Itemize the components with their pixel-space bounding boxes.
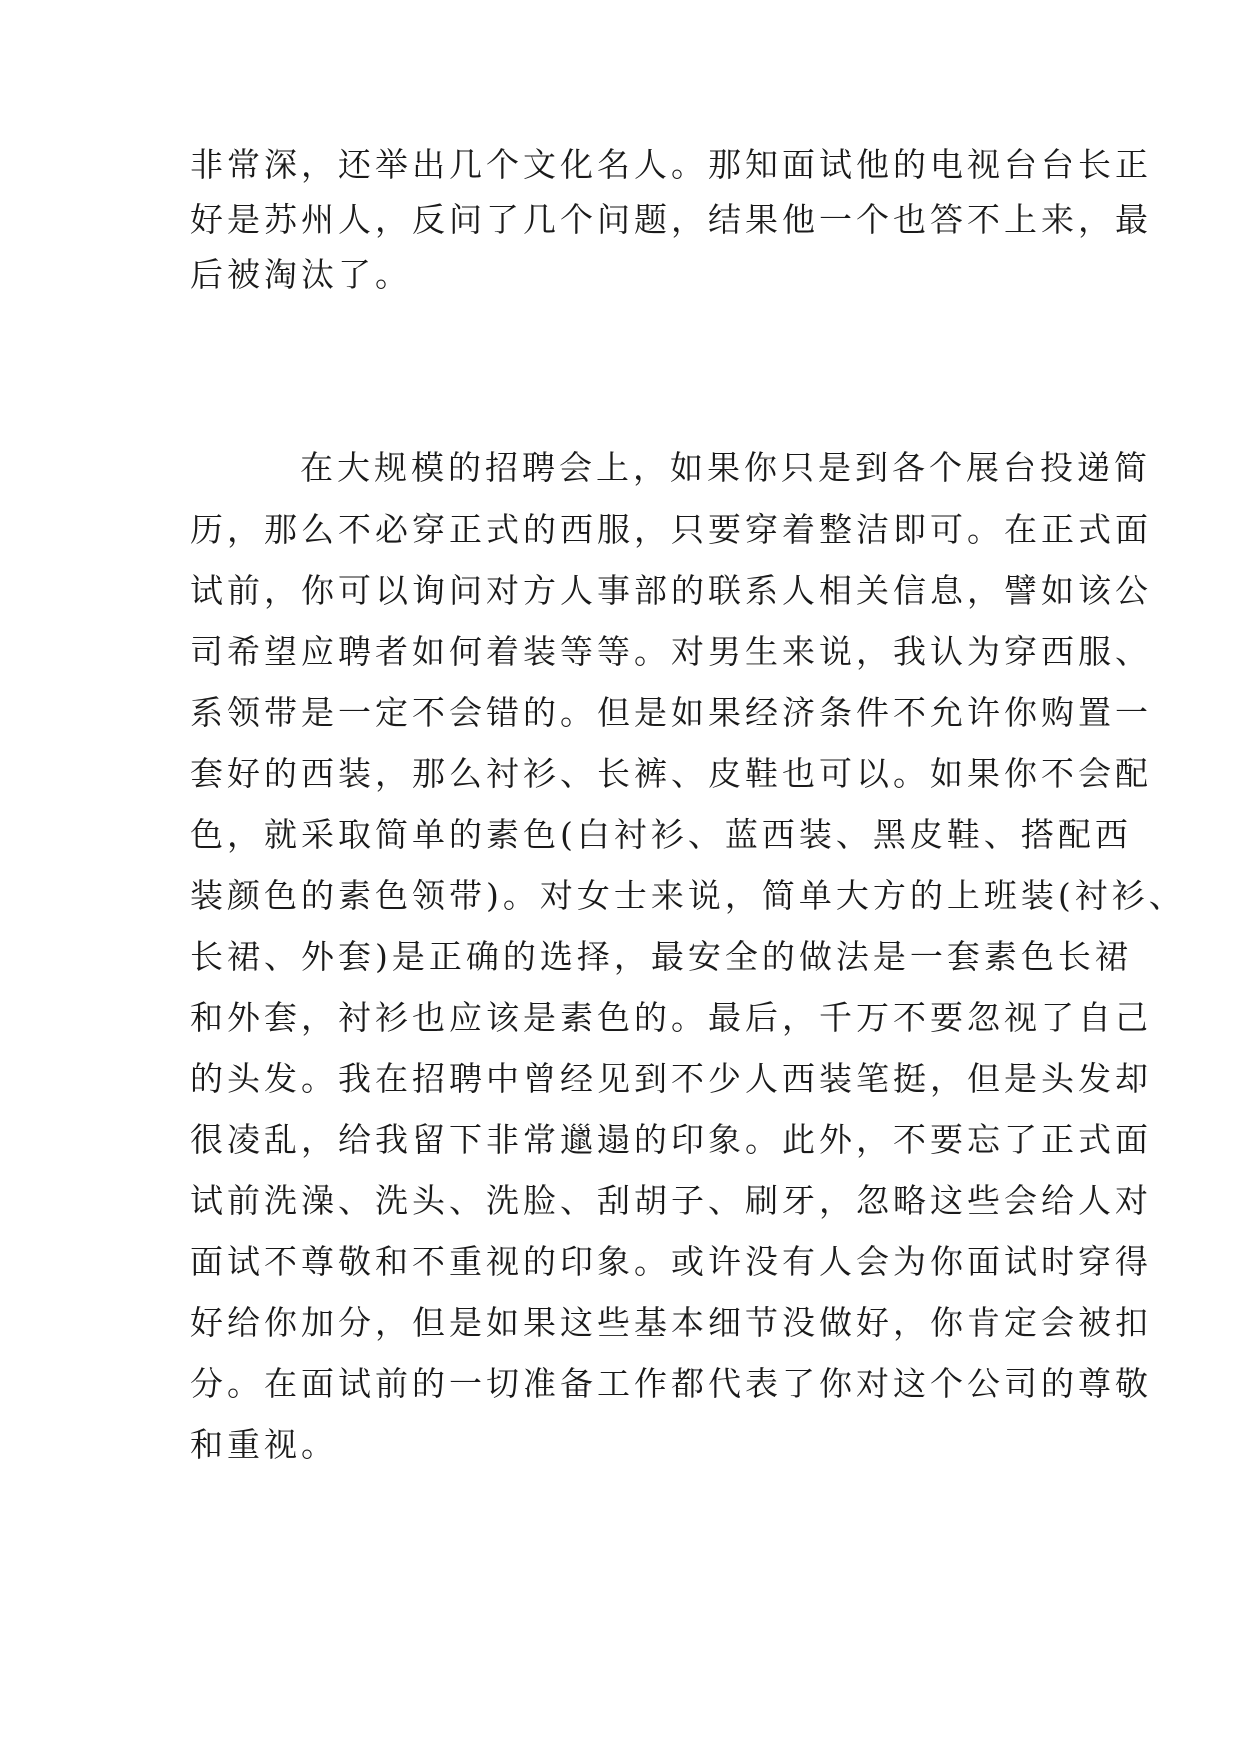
text-line: 面试不尊敬和不重视的印象。或许没有人会为你面试时穿得	[190, 1242, 1152, 1281]
text-line: 历，那么不必穿正式的西服，只要穿着整洁即可。在正式面	[190, 510, 1152, 549]
text-line: 很凌乱，给我留下非常邋遢的印象。此外，不要忘了正式面	[190, 1120, 1152, 1159]
text-line: 非常深，还举出几个文化名人。那知面试他的电视台台长正	[190, 145, 1152, 184]
text-line: 装颜色的素色领带)。对女士来说，简单大方的上班装(衬衫、	[190, 876, 1186, 915]
text-line: 和外套，衬衫也应该是素色的。最后，千万不要忽视了自己	[190, 998, 1152, 1037]
text-line: 长裙、外套)是正确的选择，最安全的做法是一套素色长裙	[190, 937, 1132, 976]
text-line: 的头发。我在招聘中曾经见到不少人西装笔挺，但是头发却	[190, 1059, 1152, 1098]
text-line: 试前洗澡、洗头、洗脸、刮胡子、刷牙，忽略这些会给人对	[190, 1181, 1152, 1220]
text-line: 试前，你可以询问对方人事部的联系人相关信息，譬如该公	[190, 571, 1152, 610]
text-line: 好给你加分，但是如果这些基本细节没做好，你肯定会被扣	[190, 1303, 1152, 1342]
text-line: 好是苏州人，反问了几个问题，结果他一个也答不上来，最	[190, 200, 1152, 239]
text-line: 和重视。	[190, 1425, 338, 1464]
text-line: 套好的西装，那么衬衫、长裤、皮鞋也可以。如果你不会配	[190, 754, 1152, 793]
text-line: 司希望应聘者如何着装等等。对男生来说，我认为穿西服、	[190, 632, 1152, 671]
text-line: 分。在面试前的一切准备工作都代表了你对这个公司的尊敬	[190, 1364, 1152, 1403]
text-line: 色，就采取简单的素色(白衬衫、蓝西装、黑皮鞋、搭配西	[190, 815, 1132, 854]
text-line-indented: 在大规模的招聘会上，如果你只是到各个展台投递简	[300, 448, 1151, 487]
text-line: 后被淘汰了。	[190, 255, 412, 294]
text-line: 系领带是一定不会错的。但是如果经济条件不允许你购置一	[190, 693, 1152, 732]
